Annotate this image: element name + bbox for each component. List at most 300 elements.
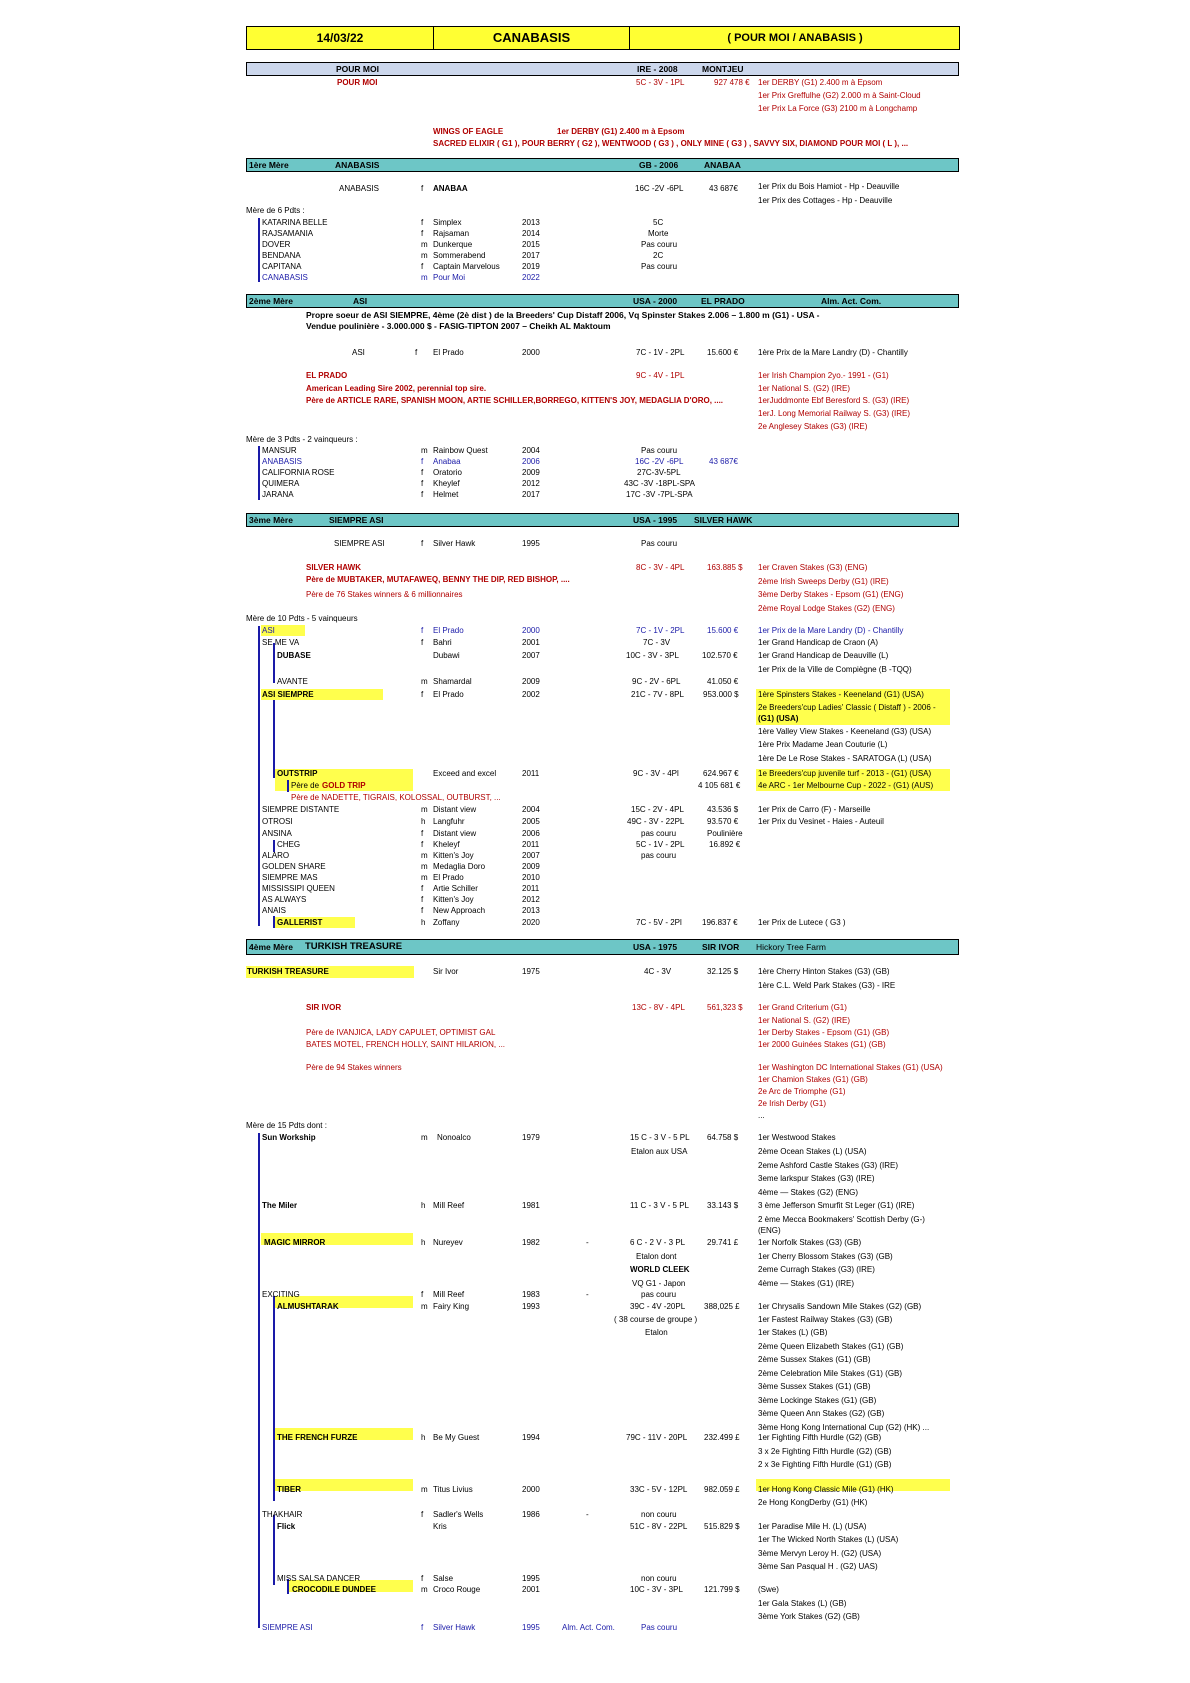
dam4-sire-line: Père de 94 Stakes winners <box>306 1063 402 1072</box>
produce-sex: h <box>421 918 426 927</box>
dam2-sire: EL PRADO <box>701 296 745 306</box>
produce-name: RAJSAMANIA <box>262 229 314 238</box>
dam4-win: 1ère C.L. Weld Park Stakes (G3) - IRE <box>758 981 896 990</box>
produce-win: 4ème — Stakes (G1) (IRE) <box>758 1279 855 1288</box>
dam1-produce-title: Mère de 6 Pdts : <box>246 206 305 215</box>
produce-year: 2012 <box>522 479 540 488</box>
produce-sex: m <box>421 805 428 814</box>
produce-record: non couru <box>641 1574 677 1583</box>
produce-name: Flick <box>277 1522 296 1531</box>
produce-win: 1er Prix de Lutece ( G3 ) <box>758 918 846 927</box>
produce-win: 1er Stakes (L) (GB) <box>758 1328 828 1337</box>
dam3-row-year: 1995 <box>522 539 540 548</box>
produce-earnings: 33.143 $ <box>707 1201 739 1210</box>
dam3-label: 3ème Mère <box>249 515 293 525</box>
produce-year: 2006 <box>522 829 540 838</box>
produce-year: 1993 <box>522 1302 540 1311</box>
produce-sex: f <box>421 218 424 227</box>
produce-record: 6 C - 2 V - 3 PL <box>630 1238 686 1247</box>
dam3-sire-line: Père de 76 Stakes winners & 6 millionnaires <box>306 590 463 599</box>
produce-record: 5C - 1V - 2PL <box>636 840 685 849</box>
dam3-subproduce-bar <box>273 700 275 778</box>
produce-earnings: Poulinière <box>707 829 743 838</box>
produce-win: 4ème — Stakes (G2) (ENG) <box>758 1188 859 1197</box>
produce-record: 11 C - 3 V - 5 PL <box>630 1201 689 1210</box>
produce-win: 1er Hong Kong Classic Mile (G1) (HK) <box>758 1485 894 1494</box>
produce-name: The Miler <box>262 1201 298 1210</box>
produce-win: 2 ème Mecca Bookmakers' Scottish Derby (G-) <box>758 1215 925 1224</box>
produce-win: 1ère De Le Rose Stakes - SARATOGA (L) (USA) <box>758 754 932 763</box>
produce-record: Pas couru <box>641 1623 678 1632</box>
dam1-row-name: ANABASIS <box>339 184 380 193</box>
produce-sire: Captain Marvelous <box>433 262 500 271</box>
header-bar <box>246 26 960 50</box>
produce-year: 2011 <box>522 884 540 893</box>
produce-win: 2ème Ocean Stakes (L) (USA) <box>758 1147 867 1156</box>
produce-year: 2022 <box>522 273 540 282</box>
dam4-produce-bar <box>258 1133 260 1628</box>
produce-name: MISSISSIPI QUEEN <box>262 884 335 893</box>
dam3-sire-name: SILVER HAWK <box>306 563 361 572</box>
produce-name: ALARO <box>262 851 290 860</box>
produce-sire: Kitten's Joy <box>433 895 474 904</box>
produce-win: 1er Prix de la Mare Landry (D) - Chantilly <box>758 626 904 635</box>
produce-year: 1994 <box>522 1433 540 1442</box>
produce-year: 1982 <box>522 1238 540 1247</box>
produce-record: 43C -3V -18PL-SPA <box>624 479 695 488</box>
produce-name: CALIFORNIA ROSE <box>262 468 335 477</box>
produce-sex: f <box>421 690 424 699</box>
produce-year: 2006 <box>522 457 540 466</box>
produce-win: 3 x 2e Fighting Fifth Hurdle (G2) (GB) <box>758 1447 892 1456</box>
produce-dash: - <box>586 1238 589 1247</box>
header-horse-name: CANABASIS <box>434 27 630 49</box>
produce-sire: Distant view <box>433 829 477 838</box>
dam2-sire-win: 1erJ. Long Memorial Railway S. (G3) (IRE) <box>758 409 911 418</box>
produce-sire: Sommerabend <box>433 251 486 260</box>
produce-name: KATARINA BELLE <box>262 218 328 227</box>
dam4-name: TURKISH TREASURE <box>305 941 403 952</box>
produce-earnings: 624.967 € <box>703 769 739 778</box>
produce-record: 2C <box>653 251 664 260</box>
produce-earnings: 4 105 681 € <box>698 781 741 790</box>
produce-win: 3ème Sussex Stakes (G1) (GB) <box>758 1382 871 1391</box>
produce-sex: m <box>421 677 428 686</box>
produce-record: 15C - 2V - 4PL <box>631 805 684 814</box>
produce-record: 21C - 7V - 8PL <box>631 690 684 699</box>
produce-earnings: 29.741 £ <box>707 1238 739 1247</box>
dam2-row-earnings: 15.600 € <box>707 348 739 357</box>
produce-name: CROCODILE DUNDEE <box>292 1585 377 1594</box>
dam4-sire-line: Père de IVANJICA, LADY CAPULET, OPTIMIST GAL <box>306 1028 496 1037</box>
produce-year: 1981 <box>522 1201 540 1210</box>
produce-name: GOLDEN SHARE <box>262 862 326 871</box>
produce-sex: h <box>421 817 426 826</box>
produce-record: 10C - 3V - 3PL <box>626 651 679 660</box>
produce-year: 2017 <box>522 251 540 260</box>
produce-win: 1er Fastest Railway Stakes (G3) (GB) <box>758 1315 893 1324</box>
produce-sex: m <box>421 240 428 249</box>
produce-earnings: 15.600 € <box>707 626 739 635</box>
produce-record: 10C - 3V - 3PL <box>630 1585 683 1594</box>
sire-section-name: POUR MOI <box>336 64 379 74</box>
produce-name: ANABASIS <box>262 457 303 466</box>
produce-sex: f <box>421 884 424 893</box>
produce-record: 9C - 2V - 6PL <box>632 677 681 686</box>
sire-section-bar <box>246 62 959 76</box>
produce-win: 2e Hong KongDerby (G1) (HK) <box>758 1498 868 1507</box>
produce-record: 15 C - 3 V - 5 PL <box>630 1133 690 1142</box>
dam4-produce-title: Mère de 15 Pdts dont : <box>246 1121 327 1130</box>
dam1-section-bar <box>246 158 959 172</box>
dam4-row-record: 4C - 3V <box>644 967 672 976</box>
produce-win: 3eme larkspur Stakes (G3) (IRE) <box>758 1174 875 1183</box>
dam4-section-bar <box>246 939 959 955</box>
dam4-sire-win: 1er Grand Criterium (G1) <box>758 1003 847 1012</box>
dam3-sire: SILVER HAWK <box>694 515 753 525</box>
dam4-row-earnings: 32.125 $ <box>707 967 739 976</box>
produce-year: 2019 <box>522 262 540 271</box>
produce-record: 7C - 1V - 2PL <box>636 626 685 635</box>
produce-win: 1er Grand Handicap de Craon (A) <box>758 638 879 647</box>
dam3-sire-earnings: 163.885 $ <box>707 563 743 572</box>
dam2-intro: Propre soeur de ASI SIEMPRE, 4ème (2è dist ) de la Breeders' Cup Distaff 2006, Vq Spinster Stakes 2.006 – 1.800 m (G1) - USA - <box>306 310 820 320</box>
dam3-sire-win: 2ème Royal Lodge Stakes (G2) (ENG) <box>758 604 895 613</box>
produce-record: pas couru <box>641 829 677 838</box>
produce-year: 2001 <box>522 638 540 647</box>
produce-record: Pas couru <box>641 446 678 455</box>
sire-progeny: SACRED ELIXIR ( G1 ), POUR BERRY ( G2 ), WENTWOOD ( G3 ) , ONLY MINE ( G3 ) , SAVVY SIX, DIAMOND POUR MOI ( L ), ... <box>433 139 909 148</box>
dam3-subproduce-bar <box>273 643 275 683</box>
produce-year: 2007 <box>522 851 540 860</box>
dam3-subproduce-bar <box>287 780 289 792</box>
produce-name: AS ALWAYS <box>262 895 307 904</box>
produce-year: 2000 <box>522 626 540 635</box>
dam1-produce-bar <box>258 218 260 282</box>
dam3-name: SIEMPRE ASI <box>329 515 384 525</box>
produce-win: 1ère Valley View Stakes - Keeneland (G3) (USA) <box>758 727 932 736</box>
produce-sire: Pour Moi <box>433 273 466 282</box>
dam4-origin: USA - 1975 <box>633 942 678 952</box>
produce-name: OTROSI <box>262 817 293 826</box>
produce-record: Pas couru <box>641 240 678 249</box>
produce-name: ANAIS <box>262 906 287 915</box>
sire-win: 1er Prix Greffulhe (G2) 2.000 m à Saint-Cloud <box>758 91 921 100</box>
produce-sire: New Approach <box>433 906 486 915</box>
produce-sex: f <box>421 229 424 238</box>
dam2-row-record: 7C - 1V - 2PL <box>636 348 685 357</box>
dam4-sire-win: 1er National S. (G2) (IRE) <box>758 1016 851 1025</box>
produce-win: 2eme Curragh Stakes (G3) (IRE) <box>758 1265 875 1274</box>
produce-earnings: 232.499 £ <box>704 1433 740 1442</box>
produce-sire: Anabaa <box>433 457 461 466</box>
produce-sire: Titus Livius <box>433 1485 473 1494</box>
produce-win: 3ème San Pasqual H . (G2) UAS) <box>758 1562 878 1571</box>
dam3-produce-bar <box>258 626 260 926</box>
produce-sire: Oratorio <box>433 468 462 477</box>
produce-sire: Mill Reef <box>433 1201 465 1210</box>
produce-sex: f <box>421 490 424 499</box>
dam4-sire-win: 1er Chamion Stakes (G1) (GB) <box>758 1075 868 1084</box>
produce-year: 1995 <box>522 1623 540 1632</box>
produce-year: 2011 <box>522 840 540 849</box>
produce-win: 2e Breeders'cup Ladies' Classic ( Distaff ) - 2006 - <box>758 703 936 712</box>
produce-sex: m <box>421 1302 428 1311</box>
dam4-row-year: 1975 <box>522 967 540 976</box>
produce-name: MISS SALSA DANCER <box>277 1574 361 1583</box>
header-date: 14/03/22 <box>247 27 434 49</box>
produce-win: 1er Grand Handicap de Deauville (L) <box>758 651 889 660</box>
produce-win: 1er Prix de Carro (F) - Marseille <box>758 805 871 814</box>
dam4-row-name: TURKISH TREASURE <box>247 967 329 976</box>
produce-sex: m <box>421 1485 428 1494</box>
sire-win: 1er Prix La Force (G3) 2100 m à Longchamp <box>758 104 918 113</box>
produce-record: Pas couru <box>641 262 678 271</box>
dam4-sire-win: 2e Arc de Triomphe (G1) <box>758 1087 846 1096</box>
sire-name: POUR MOI <box>337 78 378 87</box>
dam1-row-earnings: 43 687€ <box>709 184 738 193</box>
produce-year: 2007 <box>522 651 540 660</box>
produce-record: 51C - 8V - 22PL <box>630 1522 688 1531</box>
dam2-produce-bar <box>258 446 260 500</box>
dam4-sire-win: 1er Washington DC International Stakes (G1) (USA) <box>758 1063 943 1072</box>
dam4-subproduce-bar <box>273 1296 275 1501</box>
produce-sire: Salse <box>433 1574 454 1583</box>
produce-sire: Helmet <box>433 490 459 499</box>
produce-year: 2009 <box>522 468 540 477</box>
produce-name: BENDANA <box>262 251 301 260</box>
dam2-row-name: ASI <box>352 348 365 357</box>
dam2-note: Alm. Act. Com. <box>821 296 882 306</box>
produce-win: (G1) (USA) <box>758 714 799 723</box>
produce-earnings: 64.758 $ <box>707 1133 739 1142</box>
produce-win: 2ème Sussex Stakes (G1) (GB) <box>758 1355 871 1364</box>
produce-earnings: 953.000 $ <box>703 690 739 699</box>
produce-name: TIBER <box>277 1485 301 1494</box>
produce-year: 2015 <box>522 240 540 249</box>
produce-win: 1er Westwood Stakes <box>758 1133 836 1142</box>
produce-sire: Rajsaman <box>433 229 470 238</box>
produce-earnings: 102.570 € <box>702 651 738 660</box>
produce-sex: m <box>421 446 428 455</box>
sire-record: 5C - 3V - 1PL <box>636 78 685 87</box>
produce-name: GALLERIST <box>277 918 323 927</box>
produce-sex: m <box>421 851 428 860</box>
produce-sex: f <box>421 638 424 647</box>
dam4-sire-earnings: 561,323 $ <box>707 1003 743 1012</box>
sire-earnings: 927 478 € <box>714 78 750 87</box>
dam3-row-name: SIEMPRE ASI <box>334 539 385 548</box>
produce-win: 1er The Wicked North Stakes (L) (USA) <box>758 1535 899 1544</box>
produce-name: SE ME VA <box>262 638 300 647</box>
produce-year: 2009 <box>522 677 540 686</box>
dam3-sire-line: Père de MUBTAKER, MUTAFAWEQ, BENNY THE DIP, RED BISHOP, .... <box>306 575 570 584</box>
produce-year: 2005 <box>522 817 540 826</box>
produce-win: 1er Norfolk Stakes (G3) (GB) <box>758 1238 862 1247</box>
produce-earnings: 121.799 $ <box>704 1585 740 1594</box>
dam2-sire-name: EL PRADO <box>306 371 348 380</box>
produce-name: CANABASIS <box>262 273 308 282</box>
produce-name: MANSUR <box>262 446 297 455</box>
produce-earnings: 196.837 € <box>702 918 738 927</box>
dam2-sire-win: 1er National S. (G2) (IRE) <box>758 384 851 393</box>
dam4-subproduce-bar <box>273 1515 275 1585</box>
produce-sex: m <box>421 1133 428 1142</box>
produce-note: Alm. Act. Com. <box>562 1623 615 1632</box>
produce-year: 2011 <box>522 769 540 778</box>
dam2-sire-win: 1erJuddmonte Ebf Beresford S. (G3) (IRE) <box>758 396 910 405</box>
produce-name: MAGIC MIRROR <box>264 1238 326 1247</box>
produce-year: 2010 <box>522 873 540 882</box>
produce-sire: Rainbow Quest <box>433 446 488 455</box>
produce-name: QUIMERA <box>262 479 300 488</box>
produce-sire: Exceed and excel <box>433 769 497 778</box>
produce-name: THAKHAIR <box>262 1510 303 1519</box>
produce-record: 9C - 3V - 4Pl <box>633 769 679 778</box>
produce-earnings: 93.570 € <box>707 817 739 826</box>
dam4-sire-win: 1er 2000 Guinées Stakes (G1) (GB) <box>758 1040 886 1049</box>
produce-sire: Shamardal <box>433 677 472 686</box>
produce-sire: Kitten's Joy <box>433 851 474 860</box>
dam4-sire-name: SIR IVOR <box>306 1003 342 1012</box>
produce-name: JARANA <box>262 490 294 499</box>
dam4-sire-win: 2e Irish Derby (G1) <box>758 1099 827 1108</box>
dam2-section-bar <box>246 294 959 308</box>
produce-year: 2004 <box>522 446 540 455</box>
produce-sire: Be My Guest <box>433 1433 480 1442</box>
produce-dash: - <box>586 1510 589 1519</box>
produce-earnings: 982.059 £ <box>704 1485 740 1494</box>
produce-sex: m <box>421 862 428 871</box>
produce-win: 1ère Prix Madame Jean Couturie (L) <box>758 740 888 749</box>
produce-win: 1ère Spinsters Stakes - Keeneland (G1) (USA) <box>758 690 924 699</box>
produce-sex: f <box>421 1510 424 1519</box>
produce-sire: Dubawi <box>433 651 460 660</box>
sire-win: 1er DERBY (G1) 2.400 m à Epsom <box>758 78 883 87</box>
dam3-produce-title: Mère de 10 Pdts - 5 vainqueurs <box>246 614 358 623</box>
produce-name: Sun Workship <box>262 1133 316 1142</box>
produce-extra: Etalon dont <box>636 1252 677 1261</box>
dam2-sire-win: 1er Irish Champion 2yo.- 1991 - (G1) <box>758 371 889 380</box>
produce-name: ALMUSHTARAK <box>277 1302 339 1311</box>
produce-year: 2014 <box>522 229 540 238</box>
produce-sire: Nureyev <box>433 1238 463 1247</box>
produce-sex: f <box>421 906 424 915</box>
produce-sire: Kheylef <box>433 479 460 488</box>
produce-year: 2004 <box>522 805 540 814</box>
produce-sex: m <box>421 873 428 882</box>
dam1-win: 1er Prix du Bois Hamiot - Hp - Deauville <box>758 182 900 191</box>
dam3-sire-win: 2ème Irish Sweeps Derby (G1) (IRE) <box>758 577 889 586</box>
produce-win: (Swe) <box>758 1585 779 1594</box>
produce-earnings: 43.536 $ <box>707 805 739 814</box>
produce-name: DOVER <box>262 240 291 249</box>
produce-name: ASI SIEMPRE <box>262 690 314 699</box>
produce-year: 2013 <box>522 906 540 915</box>
produce-name: ANSINA <box>262 829 292 838</box>
produce-name: AVANTE <box>277 677 308 686</box>
produce-record: non couru <box>641 1510 677 1519</box>
dam2-origin: USA - 2000 <box>633 296 678 306</box>
produce-name: DUBASE <box>277 651 311 660</box>
produce-win: 1er Cherry Blossom Stakes (G3) (GB) <box>758 1252 893 1261</box>
sire-section-origin: IRE - 2008 <box>637 64 678 74</box>
produce-sex: f <box>421 1623 424 1632</box>
produce-year: 2001 <box>522 1585 540 1594</box>
produce-win: 3ème York Stakes (G2) (GB) <box>758 1612 860 1621</box>
dam1-row-sire: ANABAA <box>433 184 468 193</box>
dam1-label: 1ère Mère <box>249 160 289 170</box>
produce-sire: Kris <box>433 1522 447 1531</box>
produce-win: 3ème Lockinge Stakes (G1) (GB) <box>758 1396 877 1405</box>
produce-record: 33C - 5V - 12PL <box>630 1485 688 1494</box>
produce-sex: f <box>421 1574 424 1583</box>
dam1-win: 1er Prix des Cottages - Hp - Deauville <box>758 196 893 205</box>
produce-record: 17C -3V -7PL-SPA <box>626 490 693 499</box>
produce-year: 1986 <box>522 1510 540 1519</box>
produce-sire: Distant view <box>433 805 477 814</box>
dam3-section-bar <box>246 513 959 527</box>
produce-sex: f <box>421 626 424 635</box>
produce-sire: Croco Rouge <box>433 1585 481 1594</box>
produce-win: 1er Prix de la Ville de Compiègne (B -TQQ) <box>758 665 912 674</box>
produce-extra: WORLD CLEEK <box>630 1265 690 1274</box>
sire-relative-win: 1er DERBY (G1) 2.400 m à Epsom <box>557 127 685 136</box>
produce-sire: Mill Reef <box>433 1290 465 1299</box>
produce-sire: El Prado <box>433 690 464 699</box>
produce-extra: VQ G1 - Japon <box>632 1279 686 1288</box>
dam4-sire-win: ... <box>758 1111 765 1120</box>
dam1-sire: ANABAA <box>704 160 741 170</box>
produce-record: 16C -2V -6PL <box>635 457 684 466</box>
produce-name: ASI <box>262 626 275 635</box>
dam2-sire-record: 9C - 4V - 1PL <box>636 371 685 380</box>
dam3-origin: USA - 1995 <box>633 515 678 525</box>
produce-sex: f <box>421 840 424 849</box>
produce-sex: f <box>421 479 424 488</box>
produce-win: 1er Prix du Vesinet - Haies - Auteuil <box>758 817 884 826</box>
dam3-sire-record: 8C - 3V - 4PL <box>636 563 685 572</box>
produce-win: 3ème Hong Kong International Cup (G2) (HK) ... <box>758 1423 930 1432</box>
produce-year: 2013 <box>522 218 540 227</box>
produce-win: 1er Chrysalis Sandown Mile Stakes (G2) (GB) <box>758 1302 922 1311</box>
dam3-subproduce-bar <box>273 916 275 928</box>
dam3-sire-win: 3ème Derby Stakes - Epsom (G1) (ENG) <box>758 590 904 599</box>
produce-sire: Dunkerque <box>433 240 473 249</box>
produce-sire: Nonoalco <box>437 1133 471 1142</box>
dam4-label: 4ème Mère <box>249 942 293 952</box>
produce-sex: f <box>421 895 424 904</box>
produce-sex: h <box>421 1238 426 1247</box>
produce-name: THE FRENCH FURZE <box>277 1433 358 1442</box>
produce-win: 1e Breeders'cup juvenile turf - 2013 - (G1) (USA) <box>758 769 932 778</box>
produce-win: 4e ARC - 1er Melbourne Cup - 2022 - (G1) (AUS) <box>758 781 934 790</box>
produce-win: 3ème Queen Ann Stakes (G2) (GB) <box>758 1409 885 1418</box>
dam2-row-sire: El Prado <box>433 348 464 357</box>
dam4-sire: SIR IVOR <box>702 942 740 952</box>
produce-year: 2000 <box>522 1485 540 1494</box>
produce-sex: f <box>421 468 424 477</box>
produce-earnings: 515.829 $ <box>704 1522 740 1531</box>
produce-record: 49C - 3V - 22PL <box>627 817 685 826</box>
produce-record: 79C - 11V - 20PL <box>626 1433 688 1442</box>
produce-year: 2020 <box>522 918 540 927</box>
produce-sire: Simplex <box>433 218 462 227</box>
dam3-row-sex: f <box>421 539 424 548</box>
produce-extra: ( 38 course de groupe ) <box>614 1315 698 1324</box>
produce-record: 5C <box>653 218 664 227</box>
dam2-intro: Vendue poulinière - 3.000.000 $ - FASIG-TIPTON 2007 – Cheikh AL Maktoum <box>306 321 611 331</box>
